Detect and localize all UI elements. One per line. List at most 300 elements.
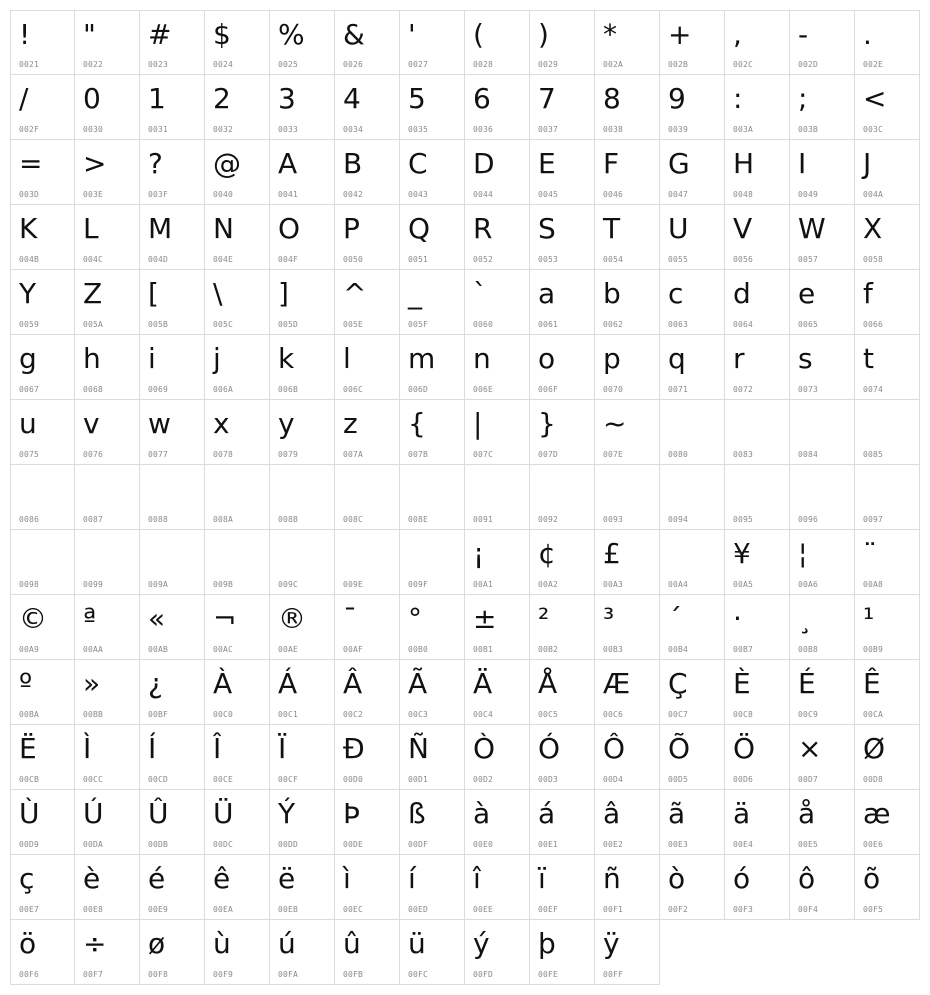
glyph-character: £ [603,537,621,570]
glyph-character: : [733,82,743,115]
glyph-cell [270,140,335,205]
codepoint-label: 004E [213,255,234,264]
codepoint-label: 0099 [83,580,104,589]
glyph-character: ¢ [538,537,556,570]
glyph-character: N [213,212,234,245]
glyph-cell [465,855,530,920]
glyph-cell [855,595,920,660]
codepoint-label: 005B [148,320,169,329]
glyph-character: á [538,797,556,830]
glyph-character: d [733,277,751,310]
glyph-character: þ [538,927,556,960]
glyph-cell [335,530,400,595]
glyph-character: ? [148,147,163,180]
glyph-character: Ý [278,797,296,830]
codepoint-label: 003D [19,190,40,199]
glyph-cell [75,270,140,335]
glyph-cell [75,920,140,985]
codepoint-label: 0049 [798,190,819,199]
codepoint-label: 0060 [473,320,494,329]
codepoint-label: 00D8 [863,775,884,784]
codepoint-label: 0097 [863,515,884,524]
codepoint-label: 003A [733,125,754,134]
codepoint-label: 00C2 [343,710,364,719]
glyph-cell [335,465,400,530]
glyph-cell [75,530,140,595]
glyph-character: · [733,602,742,635]
glyph-character: h [83,342,101,375]
codepoint-label: 00D2 [473,775,494,784]
codepoint-label: 00E8 [83,905,104,914]
glyph-cell [400,400,465,465]
glyph-cell [595,140,660,205]
codepoint-label: 0084 [798,450,819,459]
codepoint-label: 003E [83,190,104,199]
glyph-cell [595,530,660,595]
glyph-character: Á [278,667,298,700]
glyph-cell [10,270,75,335]
glyph-cell [855,400,920,465]
glyph-cell [530,530,595,595]
codepoint-label: 00EC [343,905,364,914]
codepoint-label: 0040 [213,190,234,199]
glyph-cell [660,10,725,75]
glyph-character: [ [148,277,159,310]
codepoint-label: 00F8 [148,970,169,979]
glyph-character: X [863,212,883,245]
glyph-cell [530,400,595,465]
glyph-cell [335,855,400,920]
codepoint-label: 0024 [213,60,234,69]
glyph-cell [660,790,725,855]
glyph-cell [660,400,725,465]
codepoint-label: 009C [278,580,299,589]
codepoint-label: 00F3 [733,905,754,914]
glyph-cell [725,205,790,270]
glyph-character: F [603,147,620,180]
glyph-character: å [798,797,816,830]
glyph-character: ³ [603,602,615,635]
glyph-character: ¯ [343,602,357,635]
codepoint-label: 00DD [278,840,299,849]
glyph-cell [75,790,140,855]
codepoint-label: 006E [473,385,494,394]
glyph-cell [75,10,140,75]
glyph-character: î [473,862,481,895]
glyph-character: ² [538,602,550,635]
glyph-character: © [19,602,47,635]
codepoint-label: 00C3 [408,710,429,719]
codepoint-label: 00E9 [148,905,169,914]
codepoint-label: 0067 [19,385,40,394]
glyph-cell [270,530,335,595]
glyph-cell [660,660,725,725]
glyph-character: < [863,82,887,115]
glyph-cell [855,270,920,335]
glyph-character: % [278,18,305,51]
codepoint-label: 00A9 [19,645,40,654]
codepoint-label: 005F [408,320,429,329]
codepoint-label: 00DA [83,840,104,849]
glyph-character: B [343,147,363,180]
codepoint-label: 0027 [408,60,429,69]
codepoint-label: 00BF [148,710,169,719]
glyph-character: D [473,147,495,180]
glyph-character: 4 [343,82,361,115]
codepoint-label: 00EA [213,905,234,914]
codepoint-label: 004C [83,255,104,264]
glyph-cell [270,335,335,400]
glyph-cell [855,10,920,75]
glyph-cell [660,140,725,205]
glyph-character: x [213,407,230,440]
glyph-cell [790,270,855,335]
codepoint-label: 005A [83,320,104,329]
glyph-character: V [733,212,753,245]
glyph-cell [660,855,725,920]
glyph-character: ã [668,797,686,830]
glyph-cell [10,10,75,75]
codepoint-label: 00AE [278,645,299,654]
glyph-character: Ó [538,732,561,765]
codepoint-label: 008E [408,515,429,524]
glyph-character: & [343,18,365,51]
glyph-character: . [863,18,872,51]
glyph-cell [205,855,270,920]
glyph-character: Å [538,667,558,700]
codepoint-label: 0095 [733,515,754,524]
glyph-character: ´ [668,602,682,635]
codepoint-label: 00F5 [863,905,884,914]
codepoint-label: 00D7 [798,775,819,784]
codepoint-label: 007C [473,450,494,459]
glyph-cell [660,465,725,530]
glyph-cell [335,595,400,660]
codepoint-label: 0022 [83,60,104,69]
glyph-character: Ë [19,732,37,765]
codepoint-label: 00AC [213,645,234,654]
glyph-cell [140,660,205,725]
glyph-cell [75,400,140,465]
glyph-cell [725,335,790,400]
glyph-character: r [733,342,745,375]
codepoint-label: 00E3 [668,840,689,849]
glyph-cell [530,465,595,530]
glyph-cell [465,465,530,530]
glyph-character: ä [733,797,751,830]
glyph-cell [790,335,855,400]
glyph-cell [10,595,75,660]
codepoint-label: 0098 [19,580,40,589]
glyph-cell [790,595,855,660]
glyph-cell [530,75,595,140]
glyph-cell [140,595,205,660]
glyph-cell [205,920,270,985]
glyph-character: » [83,667,101,700]
glyph-cell [270,75,335,140]
glyph-character: I [798,147,807,180]
glyph-cell [400,725,465,790]
glyph-cell [400,270,465,335]
codepoint-label: 00CA [863,710,884,719]
glyph-cell [335,725,400,790]
glyph-cell [530,855,595,920]
glyph-cell [270,725,335,790]
glyph-cell [10,75,75,140]
glyph-cell [270,660,335,725]
glyph-character: ` [473,277,487,310]
glyph-character: p [603,342,621,375]
glyph-cell [205,400,270,465]
glyph-character: ÷ [83,927,107,960]
glyph-character: Ð [343,732,365,765]
codepoint-label: 0076 [83,450,104,459]
glyph-cell [595,920,660,985]
glyph-cell [10,335,75,400]
glyph-cell [400,205,465,270]
codepoint-label: 0080 [668,450,689,459]
glyph-cell [270,465,335,530]
glyph-cell [530,205,595,270]
glyph-character: # [148,18,172,51]
codepoint-label: 00B3 [603,645,624,654]
codepoint-label: 007A [343,450,364,459]
glyph-cell [790,790,855,855]
codepoint-label: 00D4 [603,775,624,784]
glyph-character: Q [408,212,431,245]
glyph-character: â [603,797,621,830]
codepoint-label: 0038 [603,125,624,134]
glyph-cell [790,10,855,75]
glyph-character: a [538,277,556,310]
codepoint-label: 00A8 [863,580,884,589]
glyph-character: 6 [473,82,491,115]
glyph-cell [725,595,790,660]
glyph-character: ] [278,277,289,310]
glyph-cell [660,725,725,790]
glyph-cell [660,335,725,400]
codepoint-label: 00C4 [473,710,494,719]
glyph-character: ì [343,862,351,895]
codepoint-label: 0072 [733,385,754,394]
glyph-cell [660,270,725,335]
glyph-character: U [668,212,689,245]
glyph-cell [10,855,75,920]
codepoint-label: 002A [603,60,624,69]
glyph-character: - [798,18,809,51]
glyph-character: Æ [603,667,631,700]
codepoint-label: 0035 [408,125,429,134]
codepoint-label: 008B [278,515,299,524]
codepoint-label: 0042 [343,190,364,199]
glyph-character: j [213,342,221,375]
glyph-cell [140,270,205,335]
glyph-character: À [213,667,233,700]
glyph-character: ¿ [148,667,163,700]
glyph-character: ï [538,862,546,895]
glyph-character: } [538,407,556,440]
codepoint-label: 00F1 [603,905,624,914]
glyph-cell [465,335,530,400]
codepoint-label: 0063 [668,320,689,329]
glyph-character: ù [213,927,231,960]
glyph-character: Ò [473,732,496,765]
glyph-cell [400,140,465,205]
glyph-character: C [408,147,428,180]
codepoint-label: 0036 [473,125,494,134]
codepoint-label: 0034 [343,125,364,134]
glyph-character: J [863,147,872,180]
codepoint-label: 0021 [19,60,40,69]
glyph-character: ý [473,927,490,960]
glyph-cell [855,790,920,855]
glyph-cell [270,595,335,660]
glyph-character: ¡ [473,537,485,570]
glyph-character: w [148,407,171,440]
codepoint-label: 0074 [863,385,884,394]
codepoint-label: 008C [343,515,364,524]
glyph-cell [140,400,205,465]
glyph-character: ü [408,927,426,960]
glyph-character: ! [19,18,31,51]
glyph-character: Ú [83,797,104,830]
glyph-cell [140,920,205,985]
codepoint-label: 0066 [863,320,884,329]
glyph-cell [205,595,270,660]
codepoint-label: 00A5 [733,580,754,589]
glyph-cell [205,10,270,75]
codepoint-label: 003C [863,125,884,134]
glyph-character: f [863,277,873,310]
glyph-character: ¹ [863,602,875,635]
glyph-character: $ [213,18,231,51]
codepoint-label: 00B7 [733,645,754,654]
glyph-cell [335,140,400,205]
glyph-cell [10,140,75,205]
glyph-character: Ü [213,797,234,830]
codepoint-label: 006F [538,385,559,394]
glyph-cell [530,270,595,335]
glyph-cell [400,920,465,985]
glyph-character: æ [863,797,891,830]
glyph-cell [660,205,725,270]
codepoint-label: 004D [148,255,169,264]
glyph-character: l [343,342,351,375]
glyph-character: O [278,212,301,245]
codepoint-label: 00F6 [19,970,40,979]
codepoint-label: 008A [213,515,234,524]
codepoint-label: 00A4 [668,580,689,589]
glyph-cell [10,660,75,725]
glyph-cell [400,335,465,400]
glyph-cell [595,75,660,140]
glyph-character: = [19,147,43,180]
codepoint-label: 0058 [863,255,884,264]
codepoint-label: 005D [278,320,299,329]
codepoint-label: 00D9 [19,840,40,849]
glyph-character: e [798,277,816,310]
glyph-cell [530,595,595,660]
glyph-cell [595,790,660,855]
codepoint-label: 00B4 [668,645,689,654]
glyph-cell [725,855,790,920]
codepoint-label: 00E2 [603,840,624,849]
glyph-cell [855,530,920,595]
codepoint-label: 00AA [83,645,104,654]
glyph-cell [205,725,270,790]
codepoint-label: 0023 [148,60,169,69]
codepoint-label: 00E6 [863,840,884,849]
glyph-cell [205,140,270,205]
glyph-character: ú [278,927,296,960]
glyph-character: ñ [603,862,621,895]
glyph-character: Ä [473,667,493,700]
glyph-character: Î [213,732,222,765]
glyph-cell [75,595,140,660]
glyph-cell [790,140,855,205]
glyph-character: ô [798,862,816,895]
glyph-character: k [278,342,295,375]
glyph-character: v [83,407,100,440]
glyph-character: ö [19,927,37,960]
codepoint-label: 0068 [83,385,104,394]
glyph-character: õ [863,862,881,895]
glyph-character: Í [148,732,157,765]
codepoint-label: 0086 [19,515,40,524]
codepoint-label: 009B [213,580,234,589]
glyph-character: q [668,342,686,375]
codepoint-label: 009E [343,580,364,589]
codepoint-label: 006B [278,385,299,394]
codepoint-label: 00AB [148,645,169,654]
glyph-cell [270,920,335,985]
glyph-cell [140,530,205,595]
glyph-character: A [278,147,298,180]
glyph-character: ë [278,862,296,895]
glyph-cell [75,725,140,790]
glyph-character: H [733,147,755,180]
glyph-character: Ï [278,732,287,765]
glyph-character: @ [213,147,241,180]
codepoint-label: 0046 [603,190,624,199]
codepoint-label: 00A3 [603,580,624,589]
glyph-character: Ã [408,667,428,700]
glyph-cell [530,335,595,400]
glyph-character: | [473,407,483,440]
glyph-character: 0 [83,82,101,115]
glyph-character: ' [408,18,416,51]
glyph-character: Ç [668,667,688,700]
glyph-cell [205,205,270,270]
glyph-cell [10,790,75,855]
codepoint-label: 00EB [278,905,299,914]
glyph-character: o [538,342,556,375]
codepoint-label: 00DF [408,840,429,849]
glyph-character: 9 [668,82,686,115]
codepoint-label: 006C [343,385,364,394]
glyph-cell [530,920,595,985]
glyph-character: * [603,18,617,51]
glyph-character: b [603,277,621,310]
codepoint-label: 0032 [213,125,234,134]
glyph-cell [335,335,400,400]
codepoint-label: 0051 [408,255,429,264]
glyph-character: Õ [668,732,691,765]
glyph-cell [465,530,530,595]
codepoint-label: 00E7 [19,905,40,914]
glyph-character: ¬ [213,602,237,635]
codepoint-label: 006A [213,385,234,394]
